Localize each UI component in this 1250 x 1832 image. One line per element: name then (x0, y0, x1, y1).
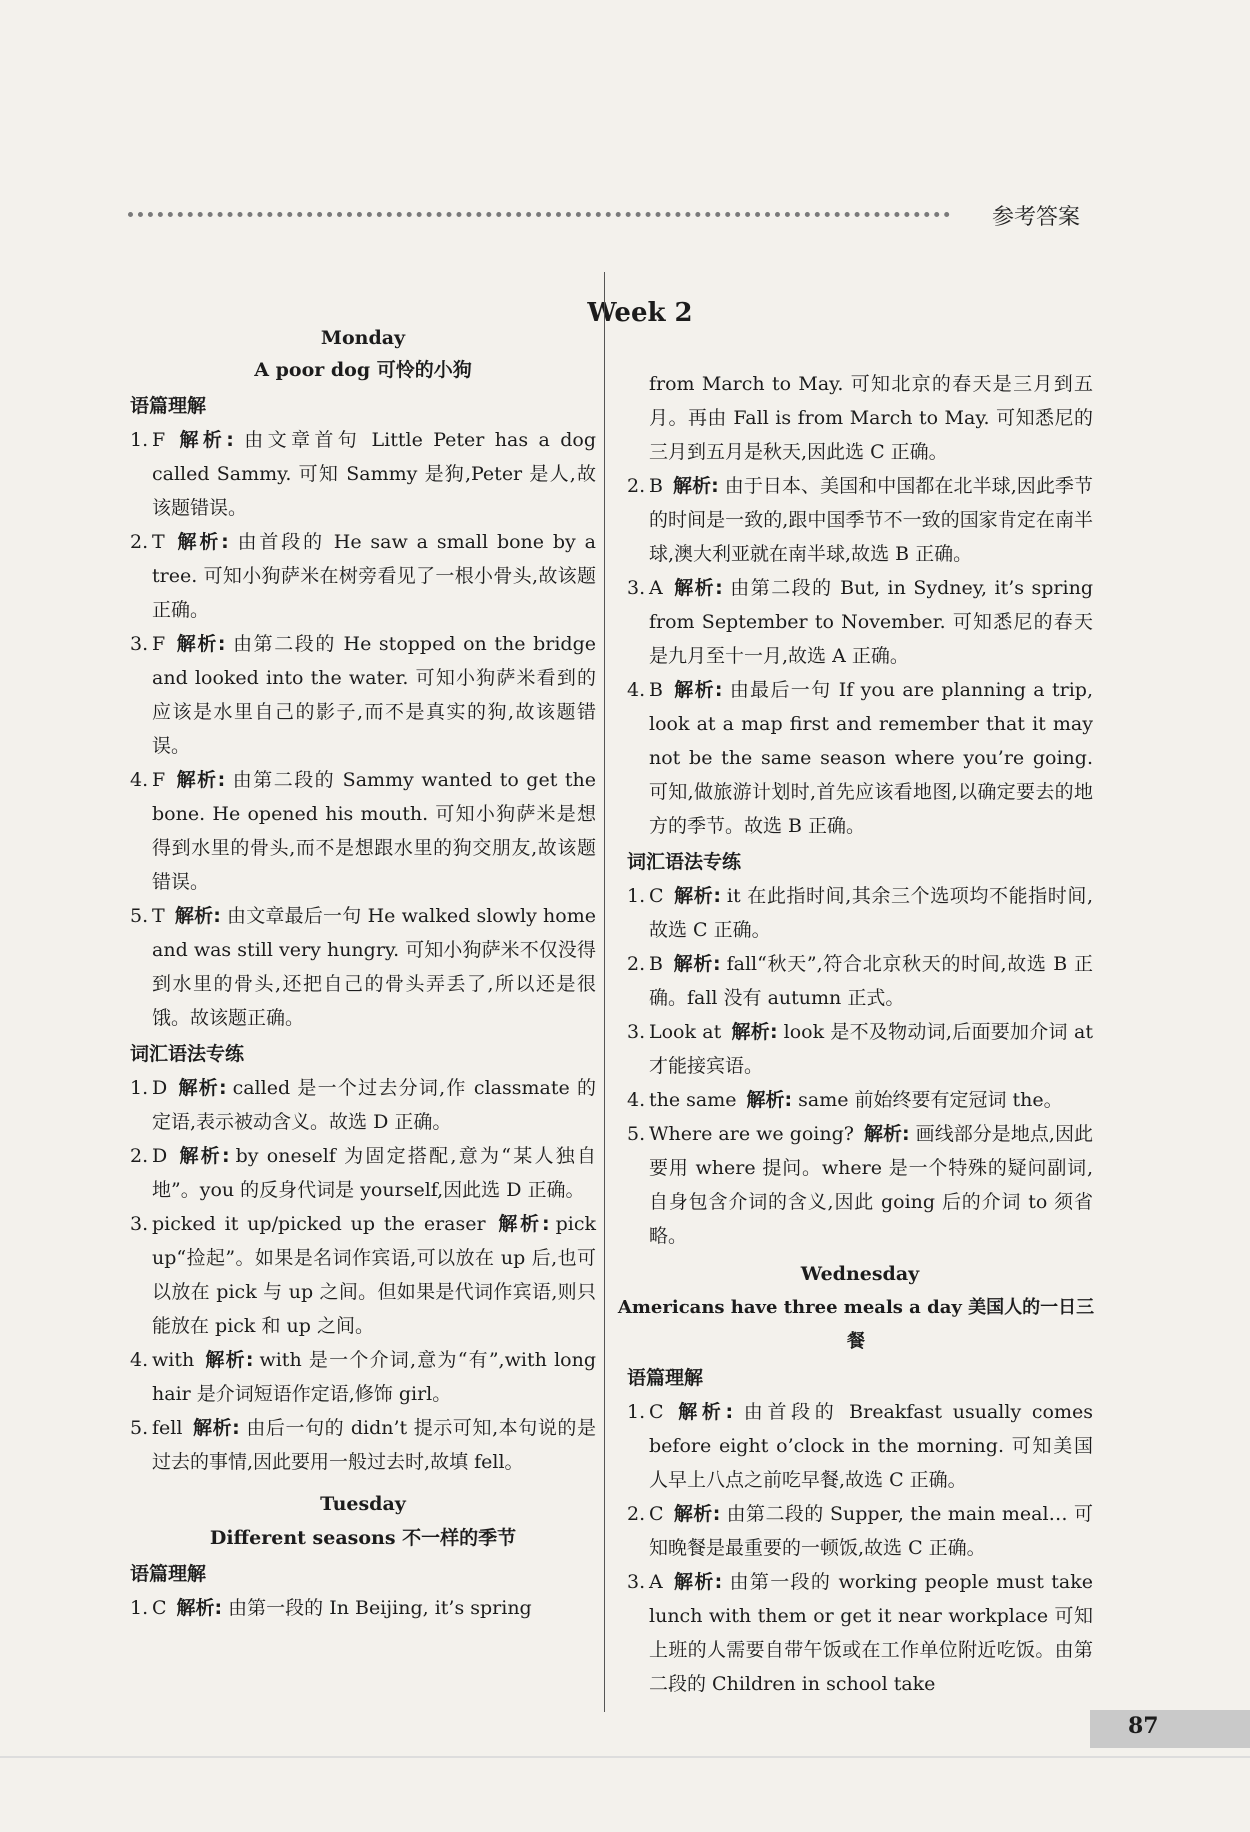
header-dotted-rule (128, 212, 950, 217)
answer-continuation: from March to May. 可知北京的春天是三月到五月。再由 Fall is from March to May. 可知悉尼的三月到五月是秋天,因此选 C 正确。 (649, 373, 1093, 463)
right-column (617, 367, 1095, 1701)
article-title-monday: A poor dog 可怜的小狗 (254, 359, 472, 381)
answer-item: 1. F 解析: 由文章首句 Little Peter has a dog called Sammy. 可知 Sammy 是狗,Peter 是人,故该题错误。 (130, 429, 596, 519)
answer-item: 5. fell 解析: 由后一句的 didn’t 提示可知,本句说的是过去的事情,因此要用一般过去时,故填 fell。 (130, 1417, 596, 1473)
section-heading-reading: 语篇理解 (130, 1563, 207, 1585)
article-title-tuesday: Different seasons 不一样的季节 (209, 1527, 517, 1549)
answer-item: 2. B 解析: fall“秋天”,符合北京秋天的时间,故选 B 正确。fall 没有 autumn 正式。 (627, 953, 1093, 1009)
answer-item: 5. T 解析: 由文章最后一句 He walked slowly home and was still very hungry. 可知小狗萨米不仅没得到水里的骨头,还把自己的骨头弄丢了,所以还是很饿。故该题正确。 (130, 905, 596, 1029)
answer-item: 5. Where are we going? 解析: 画线部分是地点,因此要用 where 提问。where 是一个特殊的疑问副词,自身包含介词的含义,因此 going 后的介词 to 须省略。 (627, 1123, 1093, 1247)
page-number: 87 (1128, 1713, 1159, 1739)
monday-vocab-list (130, 1071, 596, 1479)
answer-item: 2. C 解析: 由第二段的 Supper, the main meal… 可知晚餐是最重要的一顿饭,故选 C 正确。 (627, 1503, 1093, 1559)
monday-reading-list (130, 423, 596, 1035)
tuesday-reading-list (627, 469, 1093, 843)
answer-item: 3. Look at 解析: look 是不及物动词,后面要加介词 at 才能接宾语。 (627, 1021, 1093, 1077)
section-heading-vocab: 词汇语法专练 (130, 1043, 245, 1065)
day-heading-tuesday: Tuesday (320, 1493, 406, 1515)
bottom-edge (0, 1756, 1250, 1758)
day-heading-wednesday: Wednesday (800, 1263, 920, 1285)
header-label: 参考答案 (992, 205, 1081, 230)
answer-item: 3. picked it up/picked up the eraser 解析: pick up“捡起”。如果是名词作宾语,可以放在 up 后,也可以放在 pick 与 up 之间。但如果是代词作宾语,则只能放在 pick 和 up 之间。 (130, 1213, 596, 1337)
section-heading-reading: 语篇理解 (627, 1367, 704, 1389)
answer-item: 1. C 解析: 由第一段的 In Beijing, it’s spring (130, 1597, 532, 1619)
answer-item: 2. D 解析: by oneself 为固定搭配,意为“某人独自地”。you 的反身代词是 yourself,因此选 D 正确。 (130, 1145, 596, 1201)
answer-item: 3. A 解析: 由第二段的 But, in Sydney, it’s spring from September to November. 可知悉尼的春天是九月至十一月,故选 A 正确。 (627, 577, 1093, 667)
answer-item: 1. D 解析: called 是一个过去分词,作 classmate 的定语,表示被动含义。故选 D 正确。 (130, 1077, 596, 1133)
section-heading-vocab: 词汇语法专练 (627, 851, 742, 873)
answer-item: 2. B 解析: 由于日本、美国和中国都在北半球,因此季节的时间是一致的,跟中国季节不一致的国家肯定在南半球,澳大利亚就在南半球,故选 B 正确。 (627, 475, 1093, 565)
wednesday-reading-list (627, 1395, 1093, 1701)
answer-item: 3. A 解析: 由第一段的 working people must take lunch with them or get it near workplace 可知上班的人需要自带午饭或在工作单位附近吃饭。由第二段的 Children in school take (627, 1571, 1093, 1695)
answer-item: 4. with 解析: with 是一个介词,意为“有”,with long hair 是介词短语作定语,修饰 girl。 (130, 1349, 596, 1405)
answer-item: 2. T 解析: 由首段的 He saw a small bone by a tree. 可知小狗萨米在树旁看见了一根小骨头,故该题正确。 (130, 531, 596, 621)
answer-item: 4. the same 解析: same 前始终要有定冠词 the。 (627, 1089, 1063, 1111)
left-column (130, 327, 596, 1625)
answer-item: 4. F 解析: 由第二段的 Sammy wanted to get the bone. He opened his mouth. 可知小狗萨米是想得到水里的骨头,而不是想跟水里的狗交朋友,故该题错误。 (130, 769, 596, 893)
answer-item: 4. B 解析: 由最后一句 If you are planning a trip, look at a map first and remember that it may not be the same season where you’re going. 可知,做旅游计划时,首先应该看地图,以确定要去的地方的季节。故选 B 正确。 (627, 679, 1093, 837)
page-number-box (1090, 1710, 1250, 1748)
answer-item: 1. C 解析: 由首段的 Breakfast usually comes before eight o’clock in the morning. 可知美国人早上八点之前吃早餐,故选 C 正确。 (627, 1401, 1093, 1491)
day-heading-monday: Monday (320, 327, 406, 349)
page-title: Week 2 (587, 298, 693, 328)
column-divider (604, 272, 605, 1712)
section-heading-reading: 语篇理解 (130, 395, 207, 417)
tuesday-vocab-list (627, 879, 1093, 1253)
answer-item: 1. C 解析: it 在此指时间,其余三个选项均不能指时间,故选 C 正确。 (627, 885, 1093, 941)
article-title-wednesday: Americans have three meals a day 美国人的一日三餐 (617, 1297, 1095, 1352)
answer-item: 3. F 解析: 由第二段的 He stopped on the bridge and looked into the water. 可知小狗萨米看到的应该是水里自己的影子,而不是真实的狗,故该题错误。 (130, 633, 596, 757)
